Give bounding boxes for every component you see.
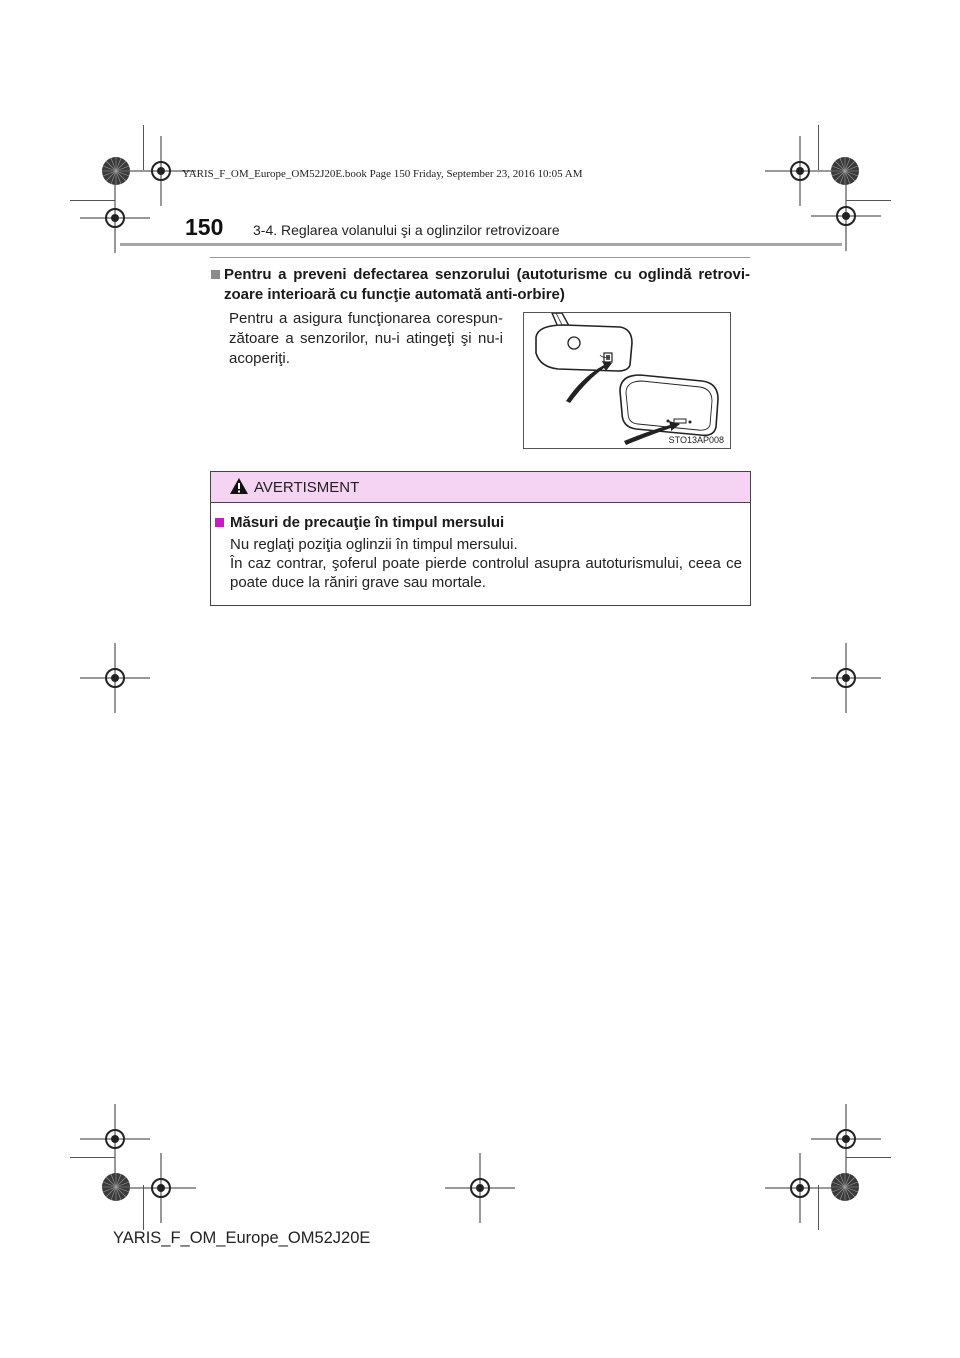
- header-rule: [120, 243, 842, 246]
- crop-line: [818, 1185, 819, 1230]
- body-line: Pentru a asigura funcţionarea corespun-: [229, 310, 503, 327]
- mirror-sensor-figure: [523, 312, 731, 449]
- warning-line: Nu reglaţi poziţia oglinzii în timpul mersului.: [230, 536, 518, 553]
- rearview-mirror-illustration: [524, 313, 730, 448]
- document-id: YARIS_F_OM_Europe_OM52J20E: [113, 1229, 371, 1247]
- starburst-mark-icon: [830, 156, 860, 186]
- warning-triangle-icon: [229, 477, 249, 500]
- registration-mark-icon: [80, 643, 150, 713]
- crop-line: [70, 1157, 115, 1158]
- warning-header: [211, 472, 750, 503]
- registration-mark-icon: [811, 643, 881, 713]
- square-bullet-icon: [211, 270, 220, 279]
- crop-line: [846, 200, 891, 201]
- registration-mark-icon: [445, 1153, 515, 1223]
- topic-heading-line: Pentru a preveni defectarea senzorului (autoturisme cu oglindă retrovi-: [224, 266, 750, 283]
- header-divider: [210, 257, 750, 258]
- crop-line: [846, 1157, 891, 1158]
- warning-heading: Măsuri de precauţie în timpul mersului: [230, 514, 505, 531]
- crop-line: [143, 125, 144, 170]
- registration-mark-icon: [811, 181, 881, 251]
- topic-heading: [224, 265, 750, 305]
- registration-mark-icon: [765, 1153, 835, 1223]
- page-number: 150: [185, 214, 224, 240]
- starburst-mark-icon: [101, 156, 131, 186]
- figure-code: STO13AP008: [668, 435, 724, 445]
- crop-line: [70, 200, 115, 201]
- topic-body: [229, 309, 503, 369]
- crop-line: [143, 1185, 144, 1230]
- warning-body: [230, 535, 742, 592]
- starburst-mark-icon: [830, 1172, 860, 1202]
- registration-mark-icon: [126, 1153, 196, 1223]
- body-line: acoperiţi.: [229, 350, 290, 367]
- warning-box: [210, 471, 751, 606]
- section-title: 3-4. Reglarea volanului şi a oglinzilor retrovizoare: [253, 222, 560, 238]
- body-line: zătoare a senzorilor, nu-i atingeţi şi nu-i: [229, 330, 503, 347]
- crop-line: [818, 125, 819, 170]
- warning-title: AVERTISMENT: [254, 479, 360, 496]
- topic-heading-line: zoare interioară cu funcţie automată anti-orbire): [224, 286, 565, 303]
- print-info-line: YARIS_F_OM_Europe_OM52J20E.book Page 150 Friday, September 23, 2016 10:05 AM: [182, 168, 583, 180]
- square-bullet-icon: [215, 518, 224, 527]
- starburst-mark-icon: [101, 1172, 131, 1202]
- warning-line: poate duce la răniri grave sau mortale.: [230, 574, 486, 591]
- warning-line: În caz contrar, şoferul poate pierde controlul asupra autoturismului, ceea ce: [230, 555, 742, 572]
